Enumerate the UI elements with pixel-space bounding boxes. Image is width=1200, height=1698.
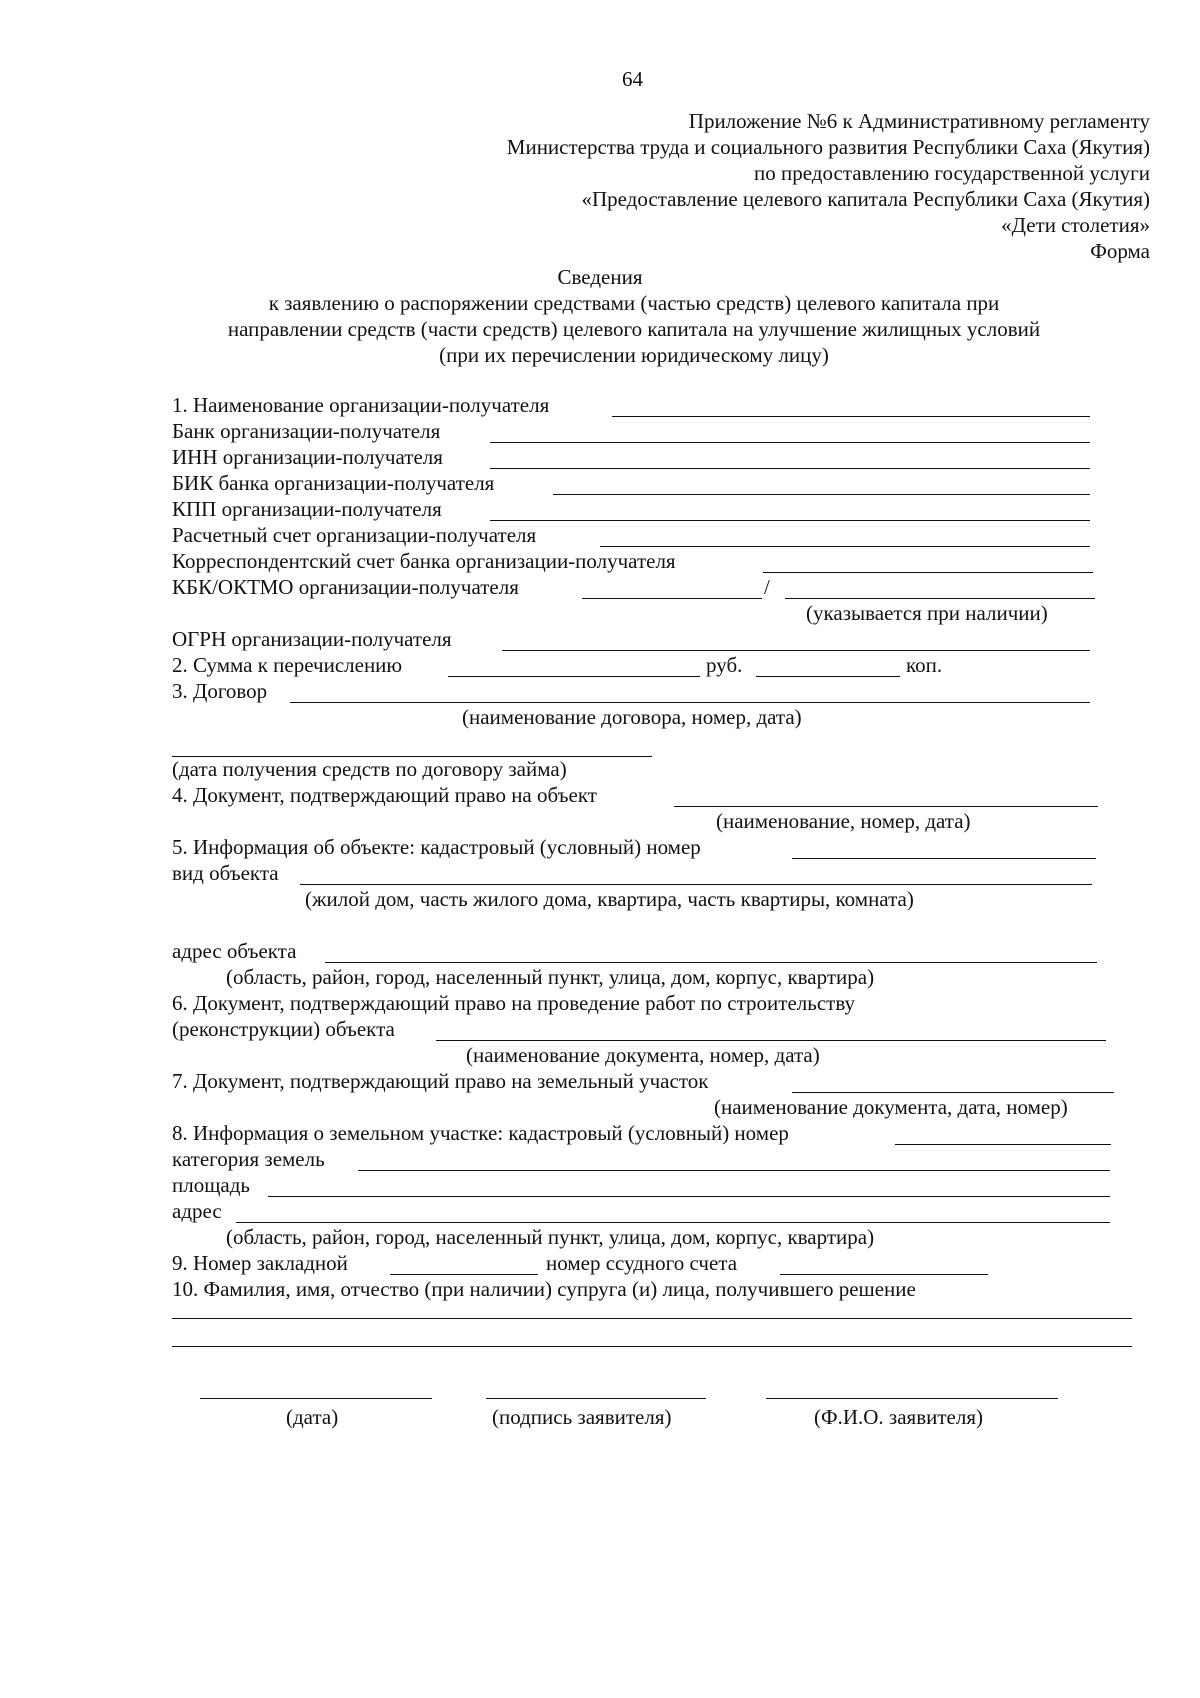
field-label-land-info: 8. Информация о земельном участке: кадастровый (условный) номер bbox=[172, 1121, 789, 1145]
amount-kop-input-line[interactable] bbox=[756, 676, 900, 677]
loan-date-hint: (дата получения средств по договору займа) bbox=[172, 757, 567, 781]
inn-input-line[interactable] bbox=[490, 468, 1090, 469]
header-line: Приложение №6 к Административному регламенту bbox=[688, 109, 1150, 133]
field-label-bank: Банк организации-получателя bbox=[172, 419, 441, 443]
cadastral-number-input-line[interactable] bbox=[792, 858, 1096, 859]
contract-input-line[interactable] bbox=[290, 702, 1090, 703]
field-label-ogrn: ОГРН организации-получателя bbox=[172, 627, 452, 651]
land-area-input-line[interactable] bbox=[268, 1196, 1110, 1197]
bank-input-line[interactable] bbox=[490, 442, 1090, 443]
land-address-input-line[interactable] bbox=[236, 1222, 1110, 1223]
kbk-input-line[interactable] bbox=[582, 598, 762, 599]
field-label-bik: БИК банка организации-получателя bbox=[172, 471, 495, 495]
field-label-land-area: площадь bbox=[172, 1173, 250, 1197]
oktmo-input-line[interactable] bbox=[785, 598, 1095, 599]
field-label-loan-account: номер ссудного счета bbox=[546, 1251, 738, 1275]
signature-sign-caption: (подпись заявителя) bbox=[492, 1405, 672, 1429]
object-address-hint: (область, район, город, населенный пункт, улица, дом, корпус, квартира) bbox=[226, 965, 875, 989]
kop-label: коп. bbox=[906, 653, 943, 677]
contract-hint: (наименование договора, номер, дата) bbox=[462, 705, 802, 729]
title-line: направлении средств (части средств) целевого капитала на улучшение жилищных условий bbox=[227, 317, 1041, 341]
land-doc-hint: (наименование документа, дата, номер) bbox=[714, 1095, 1068, 1119]
land-category-input-line[interactable] bbox=[358, 1170, 1110, 1171]
loan-account-input-line[interactable] bbox=[780, 1274, 988, 1275]
construction-doc-input-line[interactable] bbox=[436, 1040, 1106, 1041]
field-label-mortgage: 9. Номер закладной bbox=[172, 1251, 348, 1275]
kbk-hint: (указывается при наличии) bbox=[806, 601, 1048, 625]
header-line: «Дети столетия» bbox=[1001, 213, 1150, 237]
field-label-spouse: 10. Фамилия, имя, отчество (при наличии) супруга (и) лица, получившего решение bbox=[172, 1277, 916, 1301]
org-name-input-line[interactable] bbox=[612, 416, 1090, 417]
rub-label: руб. bbox=[706, 653, 743, 677]
signature-date-caption: (дата) bbox=[286, 1405, 339, 1429]
object-type-input-line[interactable] bbox=[300, 884, 1092, 885]
field-label-kpp: КПП организации-получателя bbox=[172, 497, 442, 521]
applicant-signature-line[interactable] bbox=[486, 1398, 706, 1399]
spouse-input-line-2[interactable] bbox=[172, 1346, 1132, 1347]
applicant-name-line[interactable] bbox=[766, 1398, 1058, 1399]
bik-input-line[interactable] bbox=[553, 494, 1090, 495]
construction-hint: (наименование документа, номер, дата) bbox=[466, 1043, 820, 1067]
title-heading: Сведения bbox=[557, 265, 643, 289]
spouse-input-line-1[interactable] bbox=[172, 1318, 1132, 1319]
title-line: к заявлению о распоряжении средствами (частью средств) целевого капитала при bbox=[268, 291, 1000, 315]
corr-account-input-line[interactable] bbox=[763, 572, 1093, 573]
field-label-ownership-doc: 4. Документ, подтверждающий право на объект bbox=[172, 783, 597, 807]
ownership-doc-input-line[interactable] bbox=[674, 806, 1098, 807]
form-label: Форма bbox=[1090, 239, 1150, 263]
land-cadastral-input-line[interactable] bbox=[895, 1144, 1111, 1145]
field-label-org-name: 1. Наименование организации-получателя bbox=[172, 393, 550, 417]
land-doc-input-line[interactable] bbox=[792, 1092, 1114, 1093]
field-label-land-address: адрес bbox=[172, 1199, 222, 1223]
field-label-land-category: категория земель bbox=[172, 1147, 325, 1171]
ownership-hint: (наименование, номер, дата) bbox=[716, 809, 971, 833]
kbk-separator: / bbox=[764, 575, 770, 599]
field-label-contract: 3. Договор bbox=[172, 679, 268, 703]
title-line: (при их перечислении юридическому лицу) bbox=[439, 343, 829, 367]
header-line: по предоставлению государственной услуги bbox=[754, 161, 1150, 185]
field-label-object-address: адрес объекта bbox=[172, 939, 297, 963]
object-address-input-line[interactable] bbox=[325, 962, 1097, 963]
object-type-hint: (жилой дом, часть жилого дома, квартира, часть квартиры, комната) bbox=[305, 887, 914, 911]
signature-fio-caption: (Ф.И.О. заявителя) bbox=[814, 1405, 983, 1429]
field-label-object-info: 5. Информация об объекте: кадастровый (условный) номер bbox=[172, 835, 701, 859]
amount-rub-input-line[interactable] bbox=[448, 676, 700, 677]
page-number: 64 bbox=[622, 67, 643, 91]
field-label-inn: ИНН организации-получателя bbox=[172, 445, 443, 469]
header-line: «Предоставление целевого капитала Республики Саха (Якутия) bbox=[581, 187, 1150, 211]
field-label-amount: 2. Сумма к перечислению bbox=[172, 653, 403, 677]
land-address-hint: (область, район, город, населенный пункт, улица, дом, корпус, квартира) bbox=[226, 1225, 875, 1249]
field-label-land-doc: 7. Документ, подтверждающий право на земельный участок bbox=[172, 1069, 709, 1093]
ogrn-input-line[interactable] bbox=[502, 650, 1090, 651]
field-label-corr-account: Корреспондентский счет банка организации-получателя bbox=[172, 549, 676, 573]
field-label-object-type: вид объекта bbox=[172, 861, 279, 885]
field-label-kbk: КБК/ОКТМО организации-получателя bbox=[172, 575, 519, 599]
kpp-input-line[interactable] bbox=[490, 520, 1090, 521]
field-label-account: Расчетный счет организации-получателя bbox=[172, 523, 537, 547]
date-signature-line[interactable] bbox=[200, 1398, 432, 1399]
account-input-line[interactable] bbox=[600, 546, 1090, 547]
field-label-construction-doc-cont: (реконструкции) объекта bbox=[172, 1017, 395, 1041]
field-label-construction-doc: 6. Документ, подтверждающий право на проведение работ по строительству bbox=[172, 991, 856, 1015]
mortgage-input-line[interactable] bbox=[390, 1274, 538, 1275]
header-line: Министерства труда и социального развития Республики Саха (Якутия) bbox=[506, 135, 1150, 159]
